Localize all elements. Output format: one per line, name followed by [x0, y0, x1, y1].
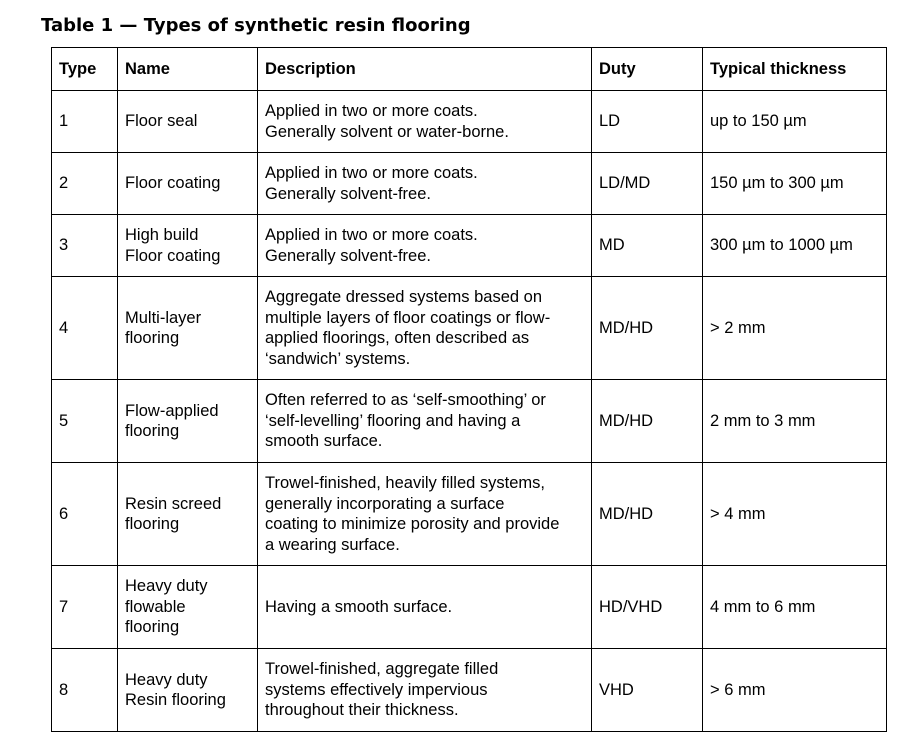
name-line: Resin screed	[125, 494, 222, 513]
name-line: Floor seal	[125, 112, 198, 131]
header-thickness: Typical thickness	[703, 48, 887, 91]
thickness-cell: 2 mm to 3 mm	[703, 380, 887, 463]
description-cell	[258, 91, 592, 153]
name-cell	[118, 463, 258, 566]
thickness-cell: 150 µm to 300 µm	[703, 153, 887, 215]
name-line: Resin flooring	[125, 691, 226, 709]
type-cell: 2	[52, 153, 118, 215]
description-cell	[258, 649, 592, 732]
duty-cell: HD/VHD	[592, 566, 703, 649]
name-line: flooring	[125, 618, 180, 637]
duty-cell: VHD	[592, 649, 703, 732]
thickness-cell: up to 150 µm	[703, 91, 887, 153]
description-line: Aggregate dressed systems based on	[265, 288, 542, 306]
description-line: Generally solvent-free.	[265, 184, 431, 203]
duty-cell: MD/HD	[592, 463, 703, 566]
header-row	[52, 48, 887, 91]
name-line: flooring	[125, 329, 180, 347]
name-cell	[118, 153, 258, 215]
table-row	[52, 463, 887, 566]
description-cell	[258, 215, 592, 277]
thickness-cell: > 4 mm	[703, 463, 887, 566]
description-cell	[258, 566, 592, 649]
description-cell	[258, 153, 592, 215]
description-line: Generally solvent or water-borne.	[265, 122, 509, 141]
thickness-cell: 4 mm to 6 mm	[703, 566, 887, 649]
name-cell	[118, 649, 258, 732]
description-line: smooth surface.	[265, 432, 383, 451]
table-row	[52, 566, 887, 649]
table-row	[52, 649, 887, 732]
thickness-cell: > 6 mm	[703, 649, 887, 732]
type-cell: 4	[52, 277, 118, 380]
table-row	[52, 215, 887, 277]
duty-cell: MD	[592, 215, 703, 277]
name-cell	[118, 91, 258, 153]
table-row	[52, 153, 887, 215]
duty-cell: MD/HD	[592, 380, 703, 463]
description-line: generally incorporating a surface	[265, 494, 505, 513]
header-duty: Duty	[592, 48, 703, 91]
name-line: flowable	[125, 597, 186, 616]
thickness-cell: > 2 mm	[703, 277, 887, 380]
type-cell: 8	[52, 649, 118, 732]
duty-cell: LD	[592, 91, 703, 153]
description-line: systems effectively impervious	[265, 680, 488, 699]
description-line: Trowel-finished, aggregate filled	[265, 660, 499, 679]
name-line: Multi-layer	[125, 308, 202, 327]
type-cell: 6	[52, 463, 118, 566]
duty-cell: MD/HD	[592, 277, 703, 380]
description-line: coating to minimize porosity and provide	[265, 515, 560, 533]
table-caption: Table 1 — Types of synthetic resin flooring	[41, 15, 471, 36]
description-line: ‘self-levelling’ flooring and having a	[265, 411, 521, 430]
description-line: Generally solvent-free.	[265, 246, 431, 265]
type-cell: 1	[52, 91, 118, 153]
name-cell	[118, 566, 258, 649]
description-line: a wearing surface.	[265, 535, 400, 554]
table-row	[52, 91, 887, 153]
description-line: Applied in two or more coats.	[265, 226, 478, 244]
description-line: ‘sandwich’ systems.	[265, 349, 411, 368]
resin-flooring-table	[51, 47, 887, 732]
name-line: Heavy duty	[125, 577, 208, 596]
description-line: Applied in two or more coats.	[265, 102, 478, 120]
header-name: Name	[118, 48, 258, 91]
description-cell	[258, 463, 592, 566]
duty-cell: LD/MD	[592, 153, 703, 215]
name-line: flooring	[125, 422, 180, 440]
thickness-cell: 300 µm to 1000 µm	[703, 215, 887, 277]
type-cell: 3	[52, 215, 118, 277]
description-line: throughout their thickness.	[265, 701, 459, 720]
description-line: Trowel-finished, heavily filled systems,	[265, 474, 545, 492]
description-cell	[258, 277, 592, 380]
name-line: Heavy duty	[125, 670, 208, 689]
description-cell	[258, 380, 592, 463]
type-cell: 7	[52, 566, 118, 649]
name-line: Floor coating	[125, 246, 221, 265]
table-row	[52, 277, 887, 380]
description-line: multiple layers of floor coatings or flow-	[265, 308, 551, 327]
header-type: Type	[52, 48, 118, 91]
name-cell	[118, 215, 258, 277]
type-cell: 5	[52, 380, 118, 463]
name-cell	[118, 277, 258, 380]
header-description: Description	[258, 48, 592, 91]
description-line: Applied in two or more coats.	[265, 164, 478, 182]
name-line: flooring	[125, 515, 180, 533]
name-cell	[118, 380, 258, 463]
description-line: Having a smooth surface.	[265, 597, 453, 616]
name-line: Floor coating	[125, 174, 221, 193]
table-row	[52, 380, 887, 463]
name-line: High build	[125, 226, 199, 244]
name-line: Flow-applied	[125, 401, 219, 420]
description-line: applied floorings, often described as	[265, 329, 530, 347]
description-line: Often referred to as ‘self-smoothing’ or	[265, 391, 546, 410]
